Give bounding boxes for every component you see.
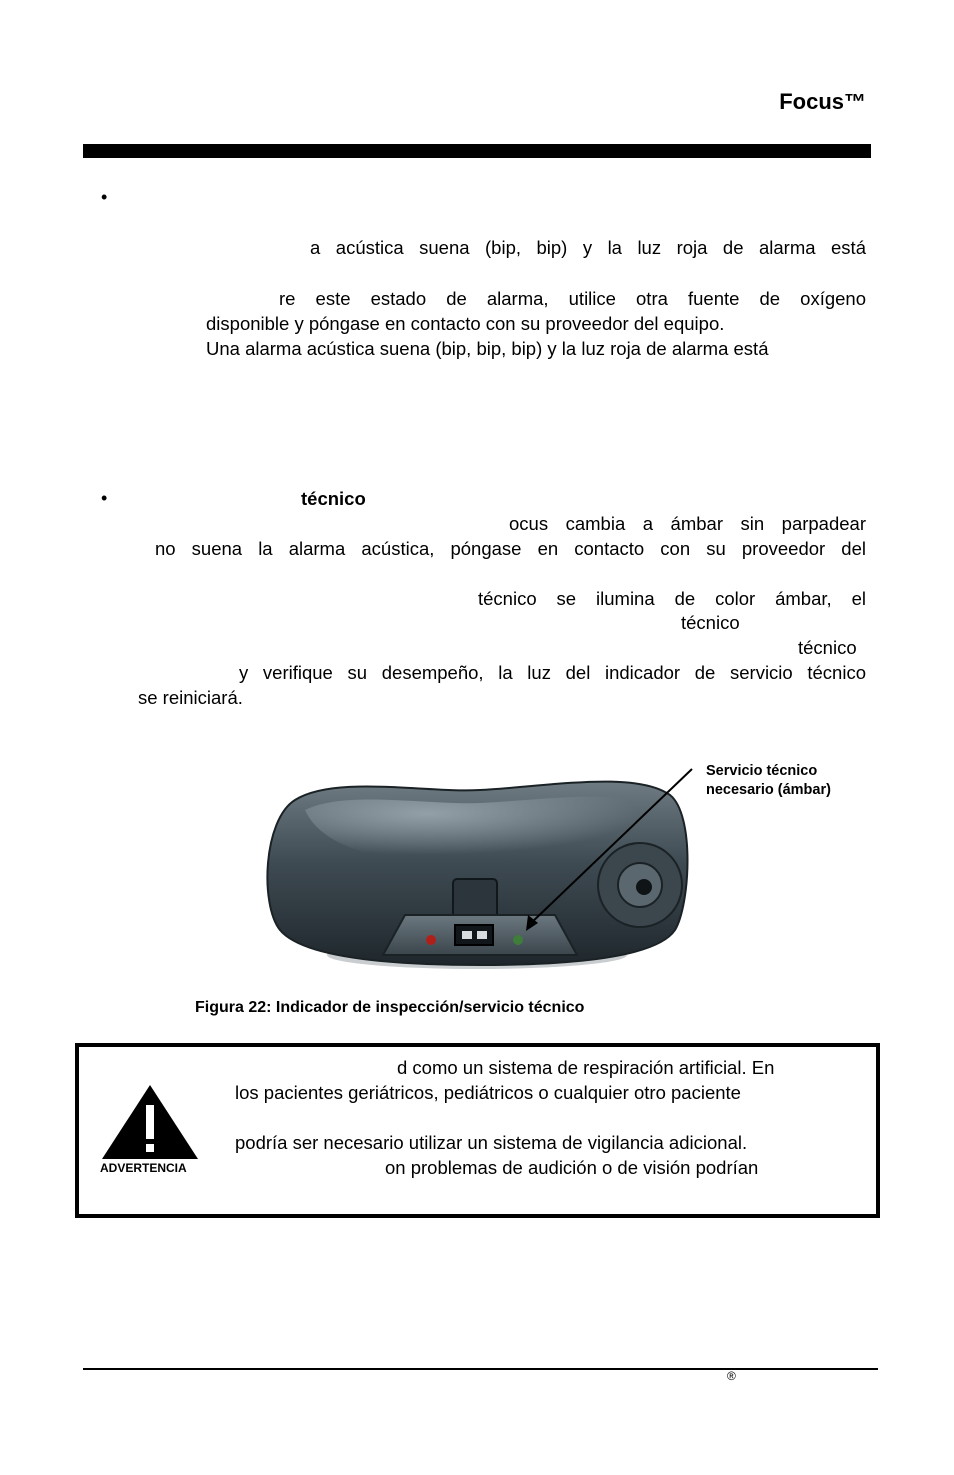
callout-line-2: necesario (ámbar) <box>706 782 831 798</box>
section2-line-2: no suena la alarma acústica, póngase en contacto con su proveedor del <box>155 538 866 559</box>
bullet-1: • <box>101 187 108 207</box>
footer-rule <box>83 1368 878 1370</box>
power-connector <box>455 925 493 945</box>
device-clip <box>453 879 497 919</box>
connector-pin-right <box>477 931 487 939</box>
header-rule <box>83 144 871 158</box>
warning-line-3: podría ser necesario utilizar un sistema de vigilancia adicional. <box>235 1132 748 1153</box>
warning-triangle-icon <box>101 1083 200 1161</box>
footer-registered-mark: ® <box>727 1369 736 1383</box>
alarm-led <box>426 935 436 945</box>
section1-line-4: Una alarma acústica suena (bip, bip, bip) y la luz roja de alarma está <box>206 338 769 359</box>
bullet-2: • <box>101 488 108 508</box>
warning-label: ADVERTENCIA <box>100 1161 187 1175</box>
connector-pin-left <box>462 931 472 939</box>
section1-line-3: disponible y póngase en contacto con su proveedor del equipo. <box>206 313 725 334</box>
section2-heading: técnico <box>301 488 366 509</box>
warning-line-1: d como un sistema de respiración artificial. En <box>397 1057 775 1078</box>
page-header-title: Focus™ <box>779 89 866 114</box>
section2-line-5: técnico <box>798 637 857 658</box>
section2-line-6: y verifique su desempeño, la luz del indicador de servicio técnico <box>239 662 866 683</box>
oxygen-outlet-port <box>636 879 652 895</box>
service-led <box>513 935 523 945</box>
warning-line-4: on problemas de audición o de visión podrían <box>385 1157 759 1178</box>
figure-caption: Figura 22: Indicador de inspección/servicio técnico <box>195 999 585 1016</box>
section2-line-4: técnico <box>681 612 740 633</box>
callout-line-1: Servicio técnico <box>706 763 818 779</box>
section1-line-1: a acústica suena (bip, bip) y la luz roja de alarma está <box>310 237 866 258</box>
warning-line-2: los pacientes geriátricos, pediátricos o cualquier otro paciente <box>235 1082 741 1103</box>
section2-line-3: técnico se ilumina de color ámbar, el <box>478 588 866 609</box>
service-callout <box>706 762 831 800</box>
section2-line-7: se reiniciará. <box>138 687 243 708</box>
section1-line-2: re este estado de alarma, utilice otra fuente de oxígeno <box>279 288 866 309</box>
device-figure <box>255 755 705 980</box>
section2-line-1: ocus cambia a ámbar sin parpadear <box>509 513 866 534</box>
